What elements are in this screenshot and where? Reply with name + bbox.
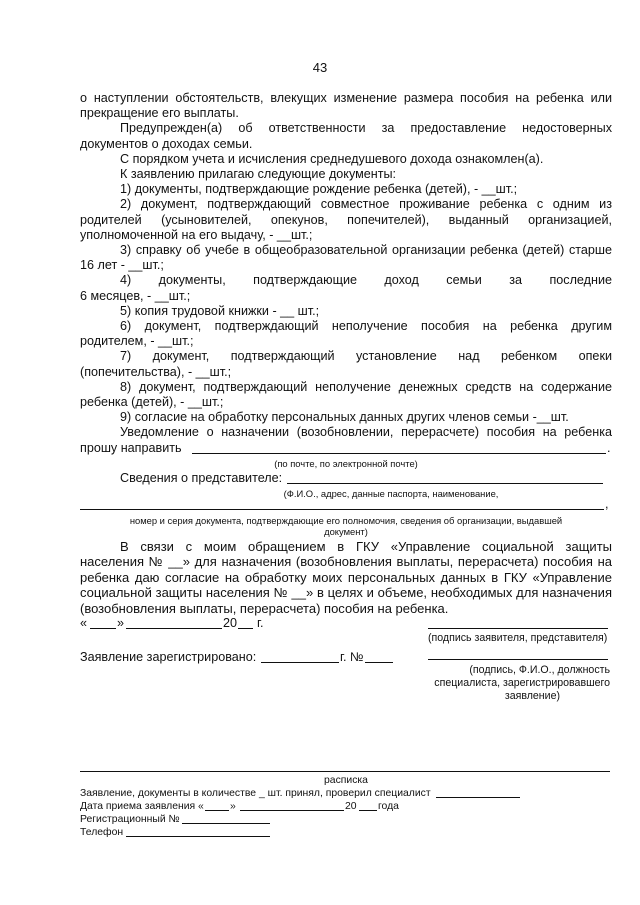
doc-item-3-line-2: 16 лет - __шт.;	[80, 258, 164, 273]
notice-caption: (по почте, по электронной почте)	[274, 457, 418, 469]
date-year-prefix: 20	[223, 616, 238, 630]
consent-line-5: (возобновления выплаты, перерасчета) пособия на ребенка.	[80, 601, 449, 617]
doc-item-5: 5) копия трудовой книжки - __ шт.;	[120, 303, 320, 318]
receipt-date-label: Дата приема заявления «	[80, 801, 204, 812]
date-open-quote: «	[80, 616, 88, 630]
receipt-block	[80, 774, 612, 839]
notice-prompt: прошу направить	[80, 440, 182, 455]
doc-item-2-line-3: уполномоченной на его выдачу, - __шт.;	[80, 227, 313, 242]
doc-item-6-line-1: 6) документ, подтверждающий неполучение пособия на ребенка другим	[120, 319, 612, 334]
doc-item-1: 1) документы, подтверждающие рождение ребенка (детей), - __шт.;	[120, 182, 518, 197]
receipt-line-1	[80, 787, 612, 800]
specialist-signature-field[interactable]	[428, 659, 608, 660]
doc-item-8-line-1: 8) документ, подтверждающий неполучение денежных средств на содержание	[120, 379, 612, 394]
registered-number-label: г. №	[340, 650, 364, 664]
date-day-field[interactable]	[90, 628, 116, 629]
doc-item-9: 9) согласие на обработку персональных данных других членов семьи -__шт.	[120, 410, 569, 425]
representative-caption-1: (Ф.И.О., адрес, данные паспорта, наименование,	[283, 487, 499, 499]
receipt-date-year-field[interactable]	[359, 810, 377, 811]
specialist-caption-line-2: специалиста, зарегистрировавшего	[434, 677, 610, 689]
notice-line-2	[80, 441, 612, 458]
consent-line-4: социальной защиты населения № __» в целях и объеме, необходимых для назначения	[80, 585, 612, 601]
attachments-intro: К заявлению прилагаю следующие документы:	[120, 167, 397, 182]
consent-block	[80, 539, 612, 617]
notice-line-1: Уведомление о назначении (возобновлении, перерасчете) пособия на ребенка	[120, 425, 612, 440]
doc-item-4-line-1: 4) документы, подтверждающие доход семьи за последние	[120, 273, 612, 288]
specialist-caption-line-1: (подпись, Ф.И.О., должность	[469, 664, 610, 676]
receipt-accepted-text: Заявление, документы в количестве _ шт. принял, проверил специалист	[80, 788, 431, 799]
consent-line-3: ребенка даю согласие на обработку моих персональных данных в ГКУ «Управление	[80, 569, 612, 585]
date-year-suffix: г.	[257, 616, 264, 630]
representative-line-2	[80, 496, 612, 515]
receipt-date-year: 20	[345, 801, 357, 812]
date-month-field[interactable]	[126, 628, 222, 629]
consent-line-2: населения № __» для назначения (возобновления выплаты, перерасчета) пособия на	[80, 554, 612, 570]
representative-field-2[interactable]	[80, 509, 604, 510]
doc-item-7-line-2: (попечительства), - __шт.;	[80, 364, 232, 379]
doc-item-2-line-1: 2) документ, подтверждающий совместное проживание ребенка с одним из	[120, 197, 612, 212]
representative-caption-2-line-2: документ)	[324, 525, 368, 537]
continuation-line-2: прекращение его выплаты.	[80, 106, 239, 121]
applicant-signature-caption: (подпись заявителя, представителя)	[428, 632, 608, 644]
registered-number-field[interactable]	[365, 662, 393, 663]
continuation-line-1: о наступлении обстоятельств, влекущих изменение размера пособия на ребенка или	[80, 91, 612, 105]
application-body	[80, 91, 612, 617]
specialist-caption	[420, 664, 610, 703]
receipt-specialist-field[interactable]	[436, 797, 520, 798]
receipt-phone-row	[80, 826, 612, 839]
receipt-phone-label: Телефон	[80, 827, 124, 838]
receipt-title: расписка	[324, 775, 368, 786]
representative-end-mark: ,	[605, 496, 609, 511]
warning-line-2: документов о доходах семьи.	[80, 136, 253, 151]
receipt-phone-field[interactable]	[126, 836, 270, 837]
notice-end-mark: .	[607, 440, 611, 455]
receipt-date-month-field[interactable]	[240, 810, 344, 811]
doc-item-6-line-2: родителем, - __шт.;	[80, 334, 194, 349]
registered-label: Заявление зарегистрировано:	[80, 650, 257, 664]
receipt-reg-field[interactable]	[182, 823, 270, 824]
registered-date-field[interactable]	[261, 662, 339, 663]
representative-caption-2-line-1: номер и серия документа, подтверждающие его полномочия, сведения об организации, выдавшей	[129, 514, 563, 526]
receipt-reg-label: Регистрационный №	[80, 814, 180, 825]
receipt-reg-row	[80, 813, 612, 826]
representative-row	[80, 471, 612, 488]
date-close-quote: »	[117, 616, 125, 630]
notice-method-field[interactable]	[192, 453, 606, 454]
doc-item-4-line-2: 6 месяцев, - __шт.;	[80, 288, 191, 303]
acquainted-text: С порядком учета и исчисления среднедушевого дохода ознакомлен(а).	[120, 151, 544, 166]
receipt-date-row	[80, 800, 612, 813]
specialist-caption-line-3: заявление)	[504, 690, 560, 702]
doc-item-3-line-1: 3) справку об учебе в общеобразовательной организации ребенка (детей) старше	[120, 243, 612, 258]
doc-item-2-line-2: родителей (усыновителей, опекунов, попечителей), выданный организацией,	[80, 212, 612, 227]
date-year-field[interactable]	[238, 628, 253, 629]
doc-item-8-line-2: ребенка (детей), - __шт.;	[80, 395, 224, 410]
receipt-date-close: »	[230, 801, 236, 812]
receipt-top-rule	[80, 771, 610, 772]
receipt-date-suffix: года	[378, 801, 399, 812]
consent-line-1: В связи с моим обращением в ГКУ «Управление социальной защиты	[120, 538, 612, 554]
receipt-date-day-field[interactable]	[205, 810, 229, 811]
representative-field[interactable]	[287, 483, 603, 484]
warning-line-1: Предупрежден(а) об ответственности за предоставление недостоверных	[120, 121, 612, 136]
doc-item-7-line-1: 7) документ, подтверждающий установление над ребенком опеки	[120, 349, 612, 364]
representative-label: Сведения о представителе:	[120, 470, 283, 485]
applicant-signature-field[interactable]	[428, 628, 608, 629]
page-number: 43	[312, 60, 328, 75]
